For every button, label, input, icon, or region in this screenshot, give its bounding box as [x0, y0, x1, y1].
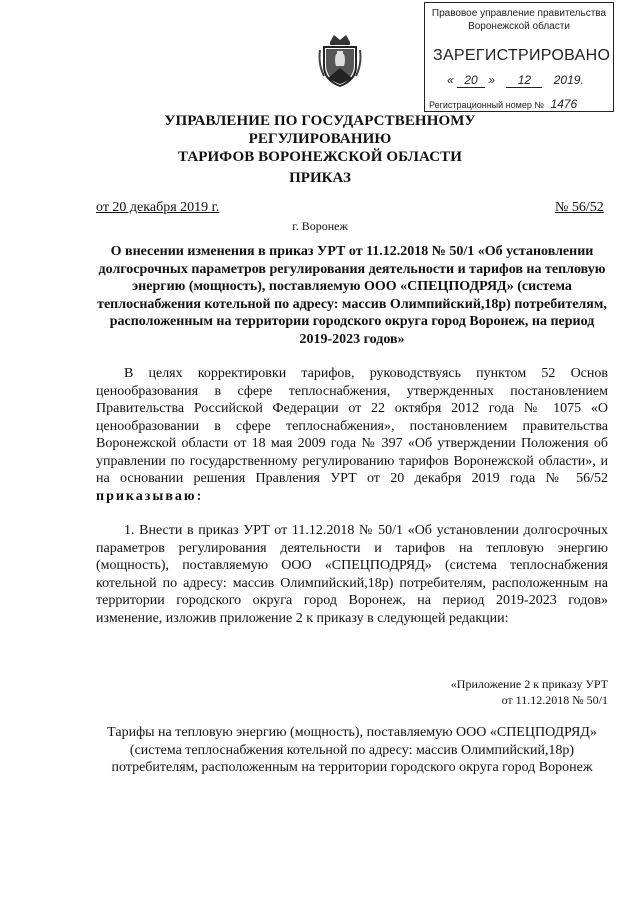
agency-header-line1: УПРАВЛЕНИЕ ПО ГОСУДАРСТВЕННОМУ РЕГУЛИРОВАНИЮ: [164, 113, 476, 147]
stamp-org: [431, 7, 607, 33]
stamp-quote-close: »: [488, 73, 496, 87]
stamp-registered-label: ЗАРЕГИСТРИРОВАНО: [433, 47, 611, 64]
document-number: № 56/52: [555, 200, 604, 215]
appendix-reference: [400, 676, 608, 708]
appendix-line1: «Приложение 2 к приказу УРТ: [450, 677, 608, 691]
agency-header: [110, 112, 530, 166]
stamp-day: 20: [457, 73, 485, 88]
document-title: О внесении изменения в приказ УРТ от 11.12.2018 № 50/1 «Об установлении долгосрочных параметров регулирования деятельности и тарифов на тепловую энергию (мощность), поставляемую ООО «СПЕЦПОДРЯД» (система теплоснабжения котельной по адресу: массив Олимпийский,18р) потребителям, расположенным на территории городского округа город Воронеж, на период 2019-2023 годов»: [97, 244, 607, 347]
coat-of-arms-icon: [318, 32, 362, 88]
preamble-text: В целях корректировки тарифов, руководствуясь пунктом 52 Основ ценообразования в сфере теплоснабжения, утвержденных постановлением Правительства Российской Федерации от 22 октября 2012 года № 1075 «О ценообразовании в сфере теплоснабжения», постановлением правительства Воронежской области от 18 мая 2009 года № 397 «Об утверждении Положения об управлении по государственному регулированию тарифов Воронежской области», и на основании решения Правления УРТ от 20 декабря 2019 года № 56/52: [96, 366, 608, 486]
stamp-month: 12: [506, 73, 542, 88]
stamp-year: 2019.: [553, 73, 584, 87]
stamp-reg-number-label: Регистрационный номер №: [429, 100, 545, 110]
stamp-date: [447, 73, 584, 88]
item-1-paragraph: 1. Внести в приказ УРТ от 11.12.2018 № 50/1 «Об установлении долгосрочных параметров регулирования деятельности и тарифов на тепловую энергию (мощность), поставляемую ООО «СПЕЦПОДРЯД» (система теплоснабжения котельной по адресу: массив Олимпийский,18р) потребителям, расположенным на территории городского округа город Воронеж, на период 2019-2023 годов» изменение, изложив приложение 2 к приказу в следующей редакции:: [96, 523, 608, 626]
document-date: от 20 декабря 2019 г.: [96, 200, 220, 215]
stamp-reg-number-value: 1476: [550, 97, 578, 111]
stamp-org-line1: Правовое управление правительства: [431, 8, 607, 19]
stamp-quote-open: «: [447, 73, 454, 87]
tariffs-title: Тарифы на тепловую энергию (мощность), поставляемую ООО «СПЕЦПОДРЯД» (система теплоснабжения котельной по адресу: массив Олимпийский,18р) потребителям, расположенным на территории городского округа город Воронеж: [107, 725, 597, 775]
appendix-line2: от 11.12.2018 № 50/1: [501, 693, 608, 707]
agency-header-line2: ТАРИФОВ ВОРОНЕЖСКОЙ ОБЛАСТИ: [177, 149, 463, 165]
document-type: ПРИКАЗ: [289, 170, 351, 186]
stamp-org-line2: Воронежской области: [468, 21, 570, 32]
stamp-reg-number: [429, 97, 577, 111]
preamble-paragraph: [96, 365, 608, 505]
registration-stamp: [424, 2, 614, 112]
document-city: г. Воронеж: [292, 219, 348, 233]
order-word: приказываю:: [96, 488, 204, 504]
